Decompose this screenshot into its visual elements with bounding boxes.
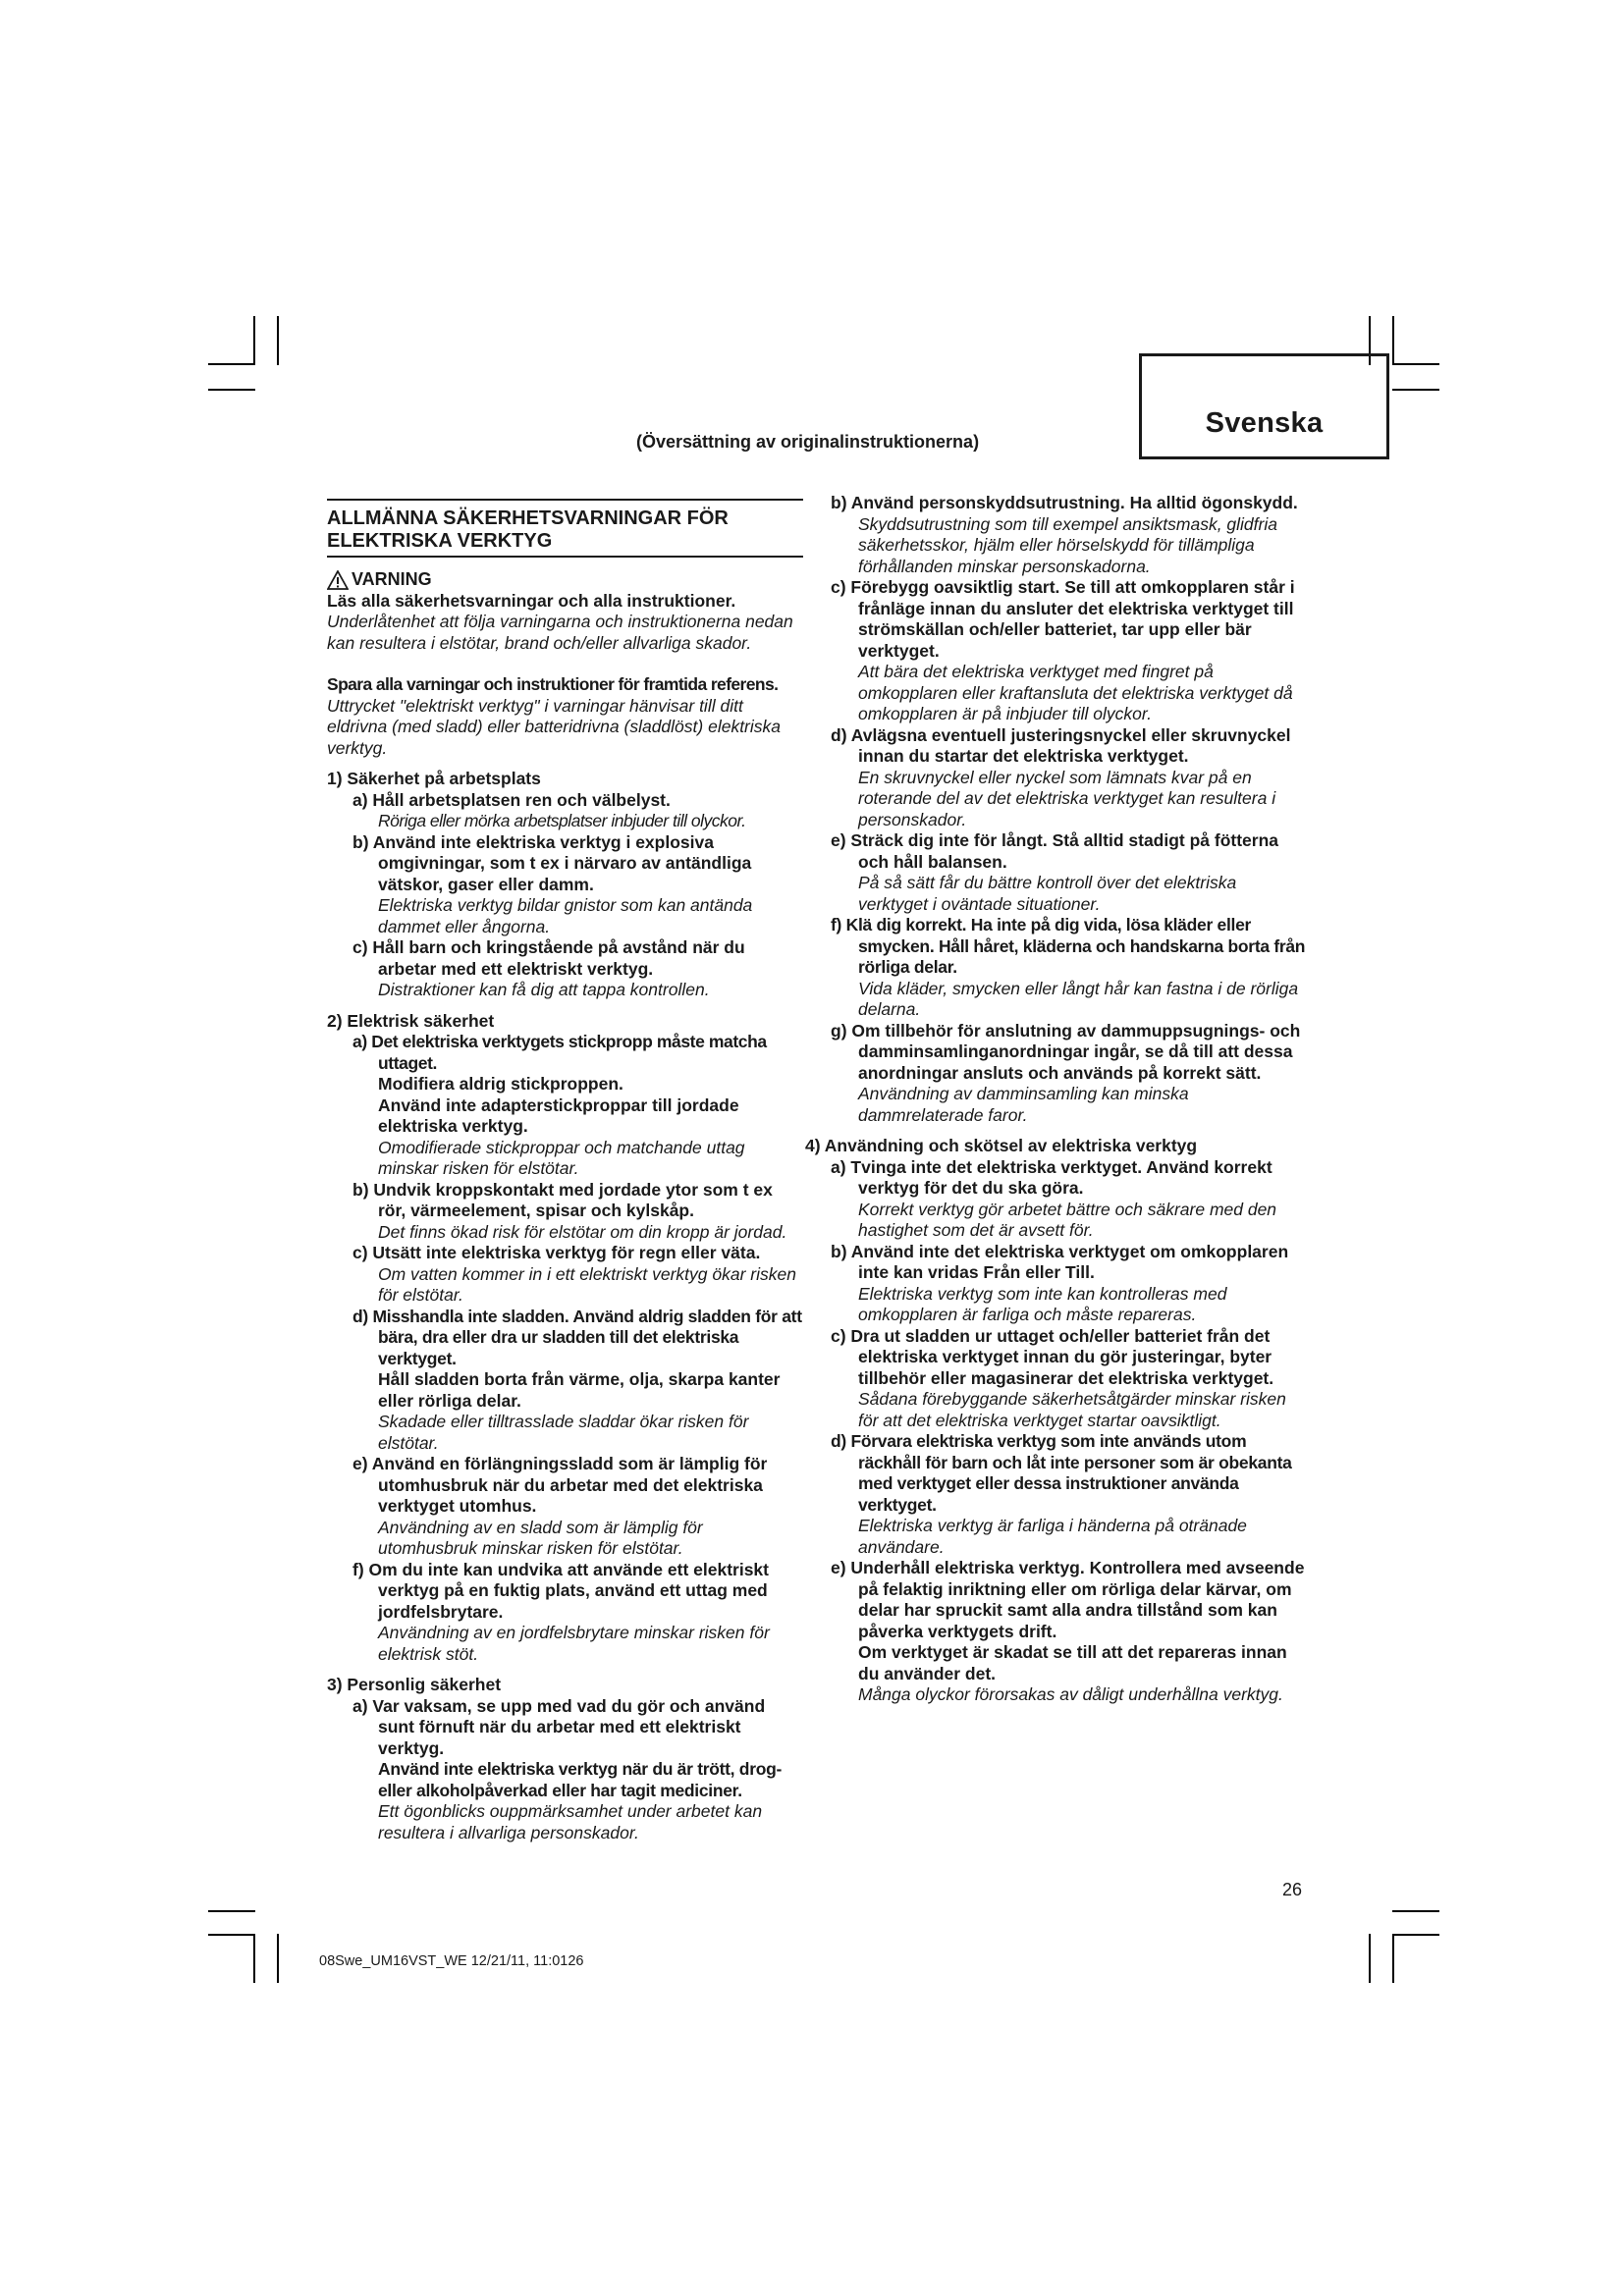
list-item-note: Elektriska verktyg som inte kan kontrolleras med omkopplaren är farliga och måste repareras. (858, 1283, 1227, 1324)
list-item: c) Håll barn och kringstående på avstånd när du arbetar med ett elektriskt verktyg. (352, 937, 745, 979)
list-item: a) Håll arbetsplatsen ren och välbelyst. (352, 789, 671, 810)
list-item: a) Var vaksam, se upp med vad du gör och använd sunt förnuft när du arbetar med ett elektriskt verktyg. (352, 1695, 766, 1758)
list-item-note: Omodifierade stickproppar och matchande uttag minskar risken för elstötar. (378, 1137, 745, 1178)
list-item: e) Använd en förlängningssladd som är lämplig för utomhusbruk när du arbetar med det elektriska verktyget utomhus. (352, 1454, 768, 1516)
warning-heading (327, 569, 803, 591)
list-item: f) Klä dig korrekt. Ha inte på dig vida, lösa kläder eller smycken. Håll håret, kläderna och handskarna borta från rörliga delar. (831, 915, 1306, 977)
list-item-note: Skyddsutrustning som till exempel ansiktsmask, glidfria säkerhetsskor, hjälm eller hörselskydd för tillämpliga förhållanden minskar personskadorna. (858, 513, 1277, 576)
right-column (805, 493, 1308, 1706)
list-item-note: Att bära det elektriska verktyget med fingret på omkopplaren eller kraftansluta det elektriska verktyget då omkopplaren är på inbjuder till olyckor. (858, 662, 1293, 723)
warning-bold: Läs alla säkerhetsvarningar och alla instruktioner. (327, 590, 736, 611)
list-item-note: På så sätt får du bättre kontroll över det elektriska verktyget i oväntade situationer. (858, 873, 1237, 914)
list-item: a) Tvinga inte det elektriska verktyget. Använd korrekt verktyg för det du ska göra. (831, 1156, 1272, 1198)
crop-mark (1392, 1934, 1394, 1983)
list-item: e) Sträck dig inte för långt. Stå alltid stadigt på fötterna och håll balansen. (831, 830, 1279, 872)
crop-mark (277, 1934, 279, 1983)
section-heading: 4) Användning och skötsel av elektriska verktyg (805, 1136, 1198, 1155)
list-item: c) Förebygg oavsiktlig start. Se till att omkopplaren står i frånläge innan du ansluter det elektriska verktyget till strömskällan och/eller batteriet, tar upp eller bär verktyget. (831, 577, 1295, 661)
crop-mark (253, 1934, 255, 1983)
list-item: b) Undvik kroppskontakt med jordade ytor som t ex rör, värmeelement, spisar och kylskåp. (352, 1179, 773, 1220)
list-item-note: Användning av en jordfelsbrytare minskar risken för elektrisk stöt. (378, 1623, 770, 1664)
list-item-note: Röriga eller mörka arbetsplatser inbjuder till olyckor. (378, 811, 746, 830)
list-item-text: Använd inte adapterstickproppar till jordade elektriska verktyg. (378, 1095, 739, 1136)
page-number: 26 (1282, 1880, 1303, 1899)
list-item-text: Modifiera aldrig stickproppen. (378, 1074, 623, 1094)
crop-mark (1392, 389, 1439, 391)
translation-subtitle: (Översättning av originalinstruktionerna) (636, 432, 980, 452)
list-item-note: Vida kläder, smycken eller långt hår kan fastna i de rörliga delarna. (858, 978, 1299, 1019)
crop-mark (208, 363, 255, 365)
list-item-note: Om vatten kommer in i ett elektriskt verktyg ökar risken för elstötar. (378, 1263, 796, 1305)
list-item: b) Använd inte det elektriska verktyget om omkopplaren inte kan vridas Från eller Till. (831, 1241, 1289, 1282)
section-heading: 3) Personlig säkerhet (327, 1675, 502, 1694)
list-item-note: Ett ögonblicks ouppmärksamhet under arbetet kan resultera i allvarliga personskador. (378, 1801, 763, 1842)
list-item: c) Utsätt inte elektriska verktyg för regn eller väta. (352, 1243, 761, 1262)
list-item: b) Använd personskyddsutrustning. Ha alltid ögonskydd. (831, 493, 1298, 512)
list-item-note: Distraktioner kan få dig att tappa kontrollen. (378, 980, 710, 999)
crop-mark (208, 1910, 255, 1912)
list-item: f) Om du inte kan undvika att använde ett elektriskt verktyg på en fuktig plats, använd ett uttag med jordfelsbrytare. (352, 1559, 769, 1622)
list-item-note: Sådana förebyggande säkerhetsåtgärder minskar risken för att det elektriska verktyget startar oavsiktligt. (858, 1389, 1286, 1430)
crop-mark (1392, 363, 1439, 365)
list-item-note: Användning av damminsamling kan minska dammrelaterade faror. (858, 1084, 1189, 1125)
list-item-text: Håll sladden borta från värme, olja, skarpa kanter eller rörliga delar. (378, 1369, 781, 1411)
list-item: d) Misshandla inte sladden. Använd aldrig sladden för att bära, dra eller dra ur sladden till det elektriska verktyget. (352, 1306, 802, 1368)
list-item: g) Om tillbehör för anslutning av dammuppsugnings- och damminsamlinganordningar ingår, se då till att dessa anordningar ansluts och används på korrekt sätt. (831, 1020, 1301, 1083)
list-item: e) Underhåll elektriska verktyg. Kontrollera med avseende på felaktig inriktning eller om rörliga delar kärvar, om delar har spruckit samt alla andra tillstånd som kan påverka verktygets drift. (831, 1558, 1305, 1641)
crop-mark (208, 1934, 255, 1936)
list-item-note: Skadade eller tilltrasslade sladdar ökar risken för elstötar. (378, 1412, 749, 1453)
crop-mark (1392, 1934, 1439, 1936)
list-item-note: Användning av en sladd som är lämplig för utomhusbruk minskar risken för elstötar. (378, 1517, 703, 1558)
list-item-note: Många olyckor förorsakas av dåligt underhållna verktyg. (858, 1684, 1283, 1704)
crop-mark (1392, 316, 1394, 365)
list-item-note: Elektriska verktyg är farliga i händerna på otränade användare. (858, 1516, 1247, 1557)
list-item: b) Använd inte elektriska verktyg i explosiva omgivningar, som t ex i närvaro av antändliga vätskor, gaser eller damm. (352, 831, 752, 894)
list-item-note: En skruvnyckel eller nyckel som lämnats kvar på en roterande del av det elektriska verktyget kan resultera i personskador. (858, 767, 1276, 829)
list-item-text: Använd inte elektriska verktyg när du är trött, drog- eller alkoholpåverkad eller har tagit mediciner. (378, 1759, 783, 1800)
language-label: Svenska (1205, 407, 1324, 439)
crop-mark (1369, 1934, 1371, 1983)
list-item: c) Dra ut sladden ur uttaget och/eller batteriet från det elektriska verktyget innan du gör justeringar, byter tillbehör eller magasinerar det elektriska verktyget. (831, 1325, 1274, 1388)
crop-mark (208, 389, 255, 391)
print-footer: 08Swe_UM16VST_WE 12/21/11, 11:0126 (319, 1953, 584, 1969)
warning-triangle-icon (327, 570, 349, 590)
warning-label: VARNING (352, 569, 432, 589)
language-tab (1139, 353, 1389, 459)
crop-mark (277, 316, 279, 365)
list-item: a) Det elektriska verktygets stickpropp måste matcha uttaget. (352, 1032, 767, 1073)
crop-mark (1392, 1910, 1439, 1912)
title-line-1: ALLMÄNNA SÄKERHETSVARNINGAR FÖR (327, 507, 729, 529)
left-column (327, 499, 803, 1843)
list-item-note: Det finns ökad risk för elstötar om din kropp är jordad. (378, 1221, 787, 1242)
list-item-text: Om verktyget är skadat se till att det repareras innan du använder det. (858, 1642, 1287, 1683)
warning-text: Underlåtenhet att följa varningarna och instruktionerna nedan kan resultera i elstötar, brand och/eller allvarliga skador. (327, 612, 793, 653)
title-line-2: ELEKTRISKA VERKTYG (327, 530, 553, 552)
save-instructions-bold: Spara alla varningar och instruktioner för framtida referens. (327, 674, 779, 694)
section-heading: 1) Säkerhet på arbetsplats (327, 769, 541, 788)
list-item-note: Elektriska verktyg bildar gnistor som kan antända dammet eller ångorna. (378, 895, 753, 936)
section-heading: 2) Elektrisk säkerhet (327, 1010, 495, 1031)
save-instructions-text: Uttrycket "elektriskt verktyg" i varningar hänvisar till ditt eldrivna (med sladd) eller batteridrivna (sladdlöst) elektriska verktyg. (327, 695, 781, 758)
list-item: d) Förvara elektriska verktyg som inte används utom räckhåll för barn och låt inte personer som är obekanta med verktyget eller dessa instruktioner använda verktyget. (831, 1431, 1292, 1515)
section-title (327, 499, 803, 558)
list-item: d) Avlägsna eventuell justeringsnyckel eller skruvnyckel innan du startar det elektriska verktyget. (831, 724, 1291, 766)
list-item-note: Korrekt verktyg gör arbetet bättre och säkrare med den hastighet som det är avsett för. (858, 1199, 1277, 1240)
crop-mark (253, 316, 255, 365)
